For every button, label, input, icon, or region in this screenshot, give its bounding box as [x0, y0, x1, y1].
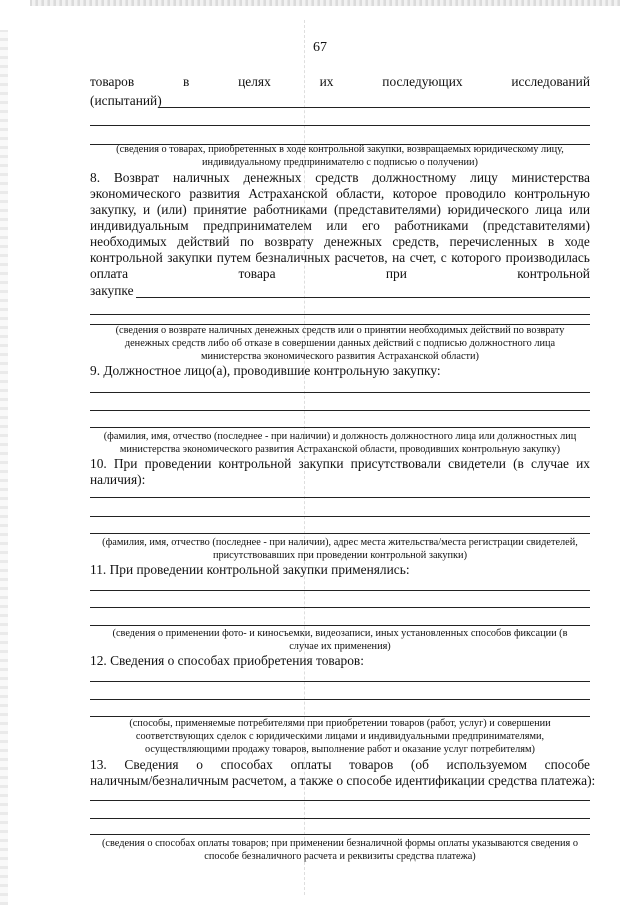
word: товаров: [90, 74, 135, 89]
word: работниками: [253, 202, 328, 217]
s7-line1: [90, 74, 590, 90]
word: закупки: [298, 456, 344, 471]
word: денежных: [243, 170, 302, 185]
word: способе: [544, 757, 590, 772]
word: ходе: [564, 234, 590, 249]
s8-input-line[interactable]: [136, 297, 590, 298]
s9-fill-line-2[interactable]: [90, 410, 590, 411]
word: при: [385, 266, 407, 281]
word: их: [576, 456, 590, 471]
word: Сведения: [124, 757, 179, 772]
s8-line4: [90, 218, 590, 234]
s11-fill-line-2[interactable]: [90, 607, 590, 608]
word: контрольной: [218, 456, 292, 471]
s9-caption-rule: [90, 427, 590, 428]
word: развития: [189, 186, 240, 201]
word: свидетели: [448, 456, 506, 471]
s10-caption-rule: [90, 533, 590, 534]
word: наличных: [173, 170, 230, 185]
word: юридического: [447, 202, 529, 217]
word: Возврат: [113, 170, 160, 185]
word: работниками: [394, 218, 469, 233]
word: их: [319, 74, 334, 89]
s10-fill-line-1[interactable]: [90, 497, 590, 498]
s8-caption-3: министерства экономического развития Астраханской области): [200, 351, 479, 362]
word: средств: [315, 170, 359, 185]
s12-caption-1: (способы, применяемые потребителями при приобретении товаров (работ, услуг) и совершении: [129, 718, 551, 729]
s10-fill-line-2[interactable]: [90, 516, 590, 517]
s9-heading: 9. Должностное лицо(а), проводившие контрольную закупку:: [90, 363, 441, 378]
word: закупки: [167, 250, 213, 265]
s13-fill-line-2[interactable]: [90, 818, 590, 819]
s7-fill-line-2[interactable]: [90, 125, 590, 126]
word: необходимых: [90, 234, 167, 249]
word: по: [240, 234, 254, 249]
word: контрольной: [517, 266, 590, 281]
s11-heading: 11. При проведении контрольной закупки применялись:: [90, 562, 410, 577]
s13-line2: наличным/безналичным расчетом, а также о способе идентификации средства платежа):: [90, 773, 596, 788]
s13-caption-1: (сведения о способах оплаты товаров; при применении безналичной формы оплаты указываются сведения о: [101, 838, 579, 849]
word: 8.: [90, 170, 101, 185]
word: 13.: [90, 757, 107, 772]
s8-line3: [90, 202, 590, 218]
word: способах: [220, 757, 273, 772]
word: оплата: [90, 266, 129, 281]
word: проводило: [445, 186, 506, 201]
s12-caption-3: осуществляющими продажу товаров, выполнение работ и оказание услуг потребителям): [145, 744, 535, 755]
word: товара: [238, 266, 276, 281]
s8-fill-line-2[interactable]: [90, 314, 590, 315]
s7-input-line[interactable]: [158, 107, 590, 108]
word: индивидуальным: [90, 218, 189, 233]
word: используемом: [446, 757, 527, 772]
s10-caption-2: присутствовавших при проведении контрольной закупки): [212, 550, 467, 561]
s8-line1: [90, 170, 590, 186]
word: должностному: [372, 170, 457, 185]
word: предпринимателем: [203, 218, 312, 233]
s9-fill-line-1[interactable]: [90, 392, 590, 393]
s13-line1: [90, 757, 590, 773]
s13-fill-line-1[interactable]: [90, 800, 590, 801]
s12-fill-line-1[interactable]: [90, 681, 590, 682]
word: лицу: [470, 170, 498, 185]
s7-caption-1: (сведения о товарах, приобретенных в ходе контрольной закупки, возвращаемых юридическому лицу,: [116, 144, 564, 155]
word: в: [547, 234, 555, 249]
word: контрольной: [90, 250, 163, 265]
word: оплаты: [290, 757, 332, 772]
word: последующих: [382, 74, 463, 89]
word: области,: [336, 186, 385, 201]
scan-artifact-top: [30, 0, 620, 6]
word: Астраханской: [248, 186, 328, 201]
word: (в: [513, 456, 524, 471]
word: проведении: [144, 456, 212, 471]
s10-line2: наличия):: [90, 472, 146, 487]
s9-caption-1: (фамилия, имя, отчество (последнее - при наличии) и должность должностного лица или должностных лиц: [103, 431, 577, 442]
word: счет,: [409, 250, 437, 265]
word: случае: [531, 456, 569, 471]
word: (представителями): [333, 202, 441, 217]
s8-caption-2: денежных средств либо об отказе в совершении данных действий с подписью должностного лица: [124, 338, 556, 349]
s11-caption-1: (сведения о применении фото- и киносъемки, видеозаписи, иных установленных способов фиксации (в: [112, 628, 568, 639]
s8-label: закупке: [90, 283, 134, 298]
s12-fill-line-2[interactable]: [90, 699, 590, 700]
s12-caption-2: соответствующих сделок с юридическими лицами и индивидуальными предпринимателями,: [135, 731, 545, 742]
word: которое: [392, 186, 437, 201]
word: которого: [451, 250, 502, 265]
word: безналичных: [255, 250, 331, 265]
s13-caption-rule: [90, 834, 590, 835]
word: действий: [177, 234, 230, 249]
page-number: 67: [313, 40, 327, 55]
word: о: [196, 757, 203, 772]
word: расчетов,: [334, 250, 388, 265]
s8-line6: [90, 250, 590, 266]
word: и: [143, 202, 151, 217]
word: исследований: [511, 74, 590, 89]
word: (об: [410, 757, 429, 772]
s7-label: (испытаний): [90, 93, 162, 108]
word: товаров: [349, 757, 394, 772]
word: экономического: [90, 186, 181, 201]
word: денежных: [323, 234, 382, 249]
s10-line1: [90, 456, 590, 472]
word: присутствовали: [350, 456, 441, 471]
s8-line7: [90, 266, 590, 282]
word: на: [392, 250, 406, 265]
word: закупку,: [90, 202, 137, 217]
word: принятие: [193, 202, 247, 217]
s13-caption-2: способе безналичного расчета и реквизиты средства платежа): [204, 851, 476, 862]
s11-fill-line-1[interactable]: [90, 590, 590, 591]
word: При: [113, 456, 138, 471]
word: путем: [216, 250, 251, 265]
word: возврату: [264, 234, 314, 249]
word: перечисленных: [449, 234, 538, 249]
s11-caption-rule: [90, 625, 590, 626]
s8-caption-1: (сведения о возврате наличных денежных средств или о принятии необходимых действий по возврату: [115, 325, 565, 336]
s10-caption-1: (фамилия, имя, отчество (последнее - при наличии), адрес места жительства/места регистрации свидетелей,: [102, 537, 578, 548]
word: (представителями): [482, 218, 590, 233]
s9-caption-2: министерства экономического развития Астраханской области, проводивших контрольную закупку): [119, 444, 561, 455]
word: средств,: [392, 234, 440, 249]
word: или: [326, 218, 348, 233]
word: 10.: [90, 456, 107, 471]
word: министерства: [511, 170, 590, 185]
s7-caption-2: индивидуальному предпринимателю с подписью о получении): [202, 157, 478, 168]
s8-line5: [90, 234, 590, 250]
s12-heading: 12. Сведения о способах приобретения товаров:: [90, 653, 364, 668]
word: его: [361, 218, 380, 233]
word: с: [440, 250, 447, 265]
word: (или): [156, 202, 187, 217]
word: целях: [238, 74, 271, 89]
word: или: [568, 202, 590, 217]
scan-artifact-left: [0, 30, 8, 905]
s8-line2: [90, 186, 590, 202]
word: в: [183, 74, 190, 89]
word: контрольную: [514, 186, 590, 201]
s11-caption-2: случае их применения): [289, 641, 391, 652]
word: лица: [535, 202, 563, 217]
word: производилась: [505, 250, 590, 265]
